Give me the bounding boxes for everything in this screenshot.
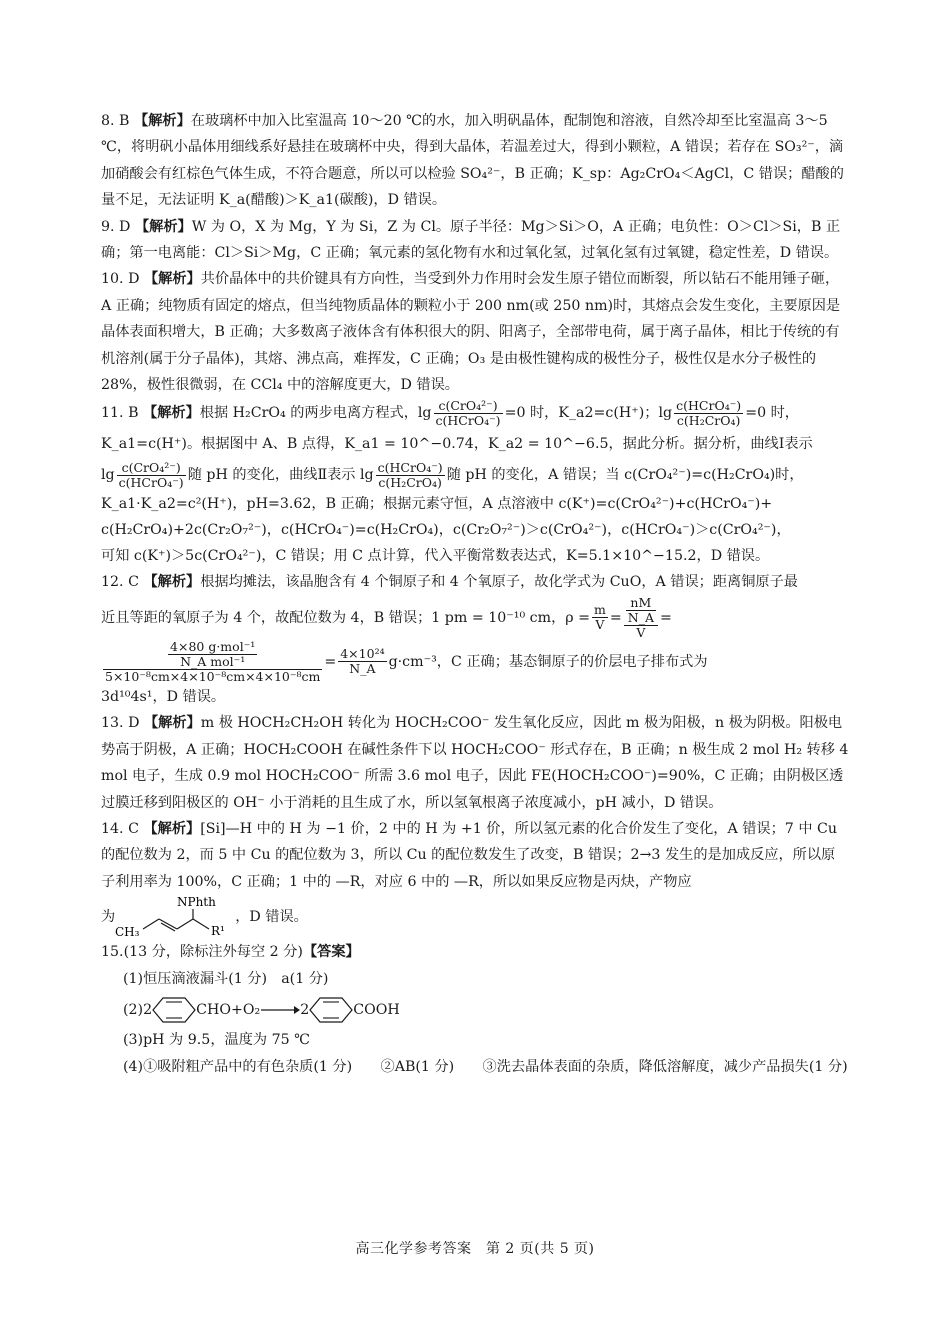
- numerator: 4×10²⁴: [340, 646, 385, 662]
- bond: [177, 919, 193, 929]
- question-number: 11. B: [101, 405, 139, 422]
- q12-text: =: [659, 609, 672, 626]
- denominator: c(H₂CrO₄): [378, 474, 442, 490]
- denominator: 5×10⁻⁸cm×4×10⁻⁸cm×4×10⁻⁸cm: [105, 668, 321, 684]
- q12-line-2: [101, 596, 849, 640]
- fraction: [338, 647, 386, 676]
- q15-score-note: 15.(13 分，除标注外每空 2 分): [101, 944, 303, 961]
- q11-text: 随 pH 的变化，A 错误；当 c(CrO₄²⁻)=c(H₂CrO₄)时，: [446, 467, 804, 484]
- q12-text: g·cm⁻³，C 正确；基态铜原子的价层电子排布式为: [388, 653, 708, 670]
- analysis-text: 在玻璃杯中加入比室温高 10～20 ℃的水，加入明矾晶体，配制饱和溶液，自然冷却至比室温高 3～5 ℃，将明矾小晶体用细线系好悬挂在玻璃杯中央，得到大晶体，若温差过大，得到小颗粒，A 错误；若存在 SO₃²⁻，滴加硝酸会有红棕色气体生成，不符合题意，所以可以检验 SO₄²⁻，B 正确；K_sp：Ag₂CrO₄＜AgCl，C 错误；醋酸的量不足，无法证明 K_a(醋酸)＞K_a1(碳酸)，D 错误。: [101, 113, 844, 209]
- propenyl-structure-diagram: [115, 895, 235, 939]
- answer-q9: [101, 214, 849, 267]
- q15-answer-2: [101, 993, 849, 1027]
- numerator: nM: [626, 596, 656, 611]
- denominator: V: [636, 624, 646, 640]
- bond: [193, 919, 209, 929]
- page-footer: 高三化学参考答案 第 2 页(共 5 页): [355, 1241, 595, 1257]
- denominator: V: [595, 617, 605, 633]
- q11-line-4: K_a1·K_a2=c²(H⁺)，pH=3.62，B 正确；根据元素守恒，A 点溶液中 c(K⁺)=c(CrO₄²⁻)+c(HCrO₄⁻)+: [101, 496, 773, 513]
- fraction: [376, 461, 445, 490]
- numerator: [624, 596, 658, 626]
- numerator: m: [594, 602, 606, 618]
- numerator: c(CrO₄²⁻): [434, 399, 503, 414]
- q15-answer-1: (1)恒压滴液漏斗(1 分) a(1 分): [123, 971, 329, 988]
- benzene-ring-icon: [152, 995, 196, 1025]
- question-number: 8. B: [101, 113, 130, 129]
- fraction: [674, 399, 743, 428]
- q12-text: 近且等距的氧原子为 4 个，故配位数为 4，B 错误；1 pm = 10⁻¹⁰ cm，ρ =: [101, 609, 590, 626]
- answer-q13: [101, 710, 849, 816]
- q11-text: 根据 H₂CrO₄ 的两步电离方程式，lg: [199, 405, 432, 422]
- q15-answer-3: (3)pH 为 9.5，温度为 75 ℃: [123, 1032, 311, 1049]
- q11-line-1: [101, 398, 849, 429]
- q11-line-5: c(H₂CrO₄)+2c(Cr₂O₇²⁻)，c(HCrO₄⁻)=c(H₂CrO₄)，c(Cr₂O₇²⁻)＞c(CrO₄²⁻)，c(HCrO₄⁻)＞c(CrO₄²⁻)，: [101, 522, 791, 539]
- q15-text: COOH: [353, 1002, 400, 1019]
- analysis-tag: 【解析】: [143, 820, 201, 837]
- q12-text: =: [609, 609, 622, 626]
- numerator: 4×80 g·mol⁻¹: [170, 638, 256, 654]
- numerator: [103, 640, 322, 670]
- q12-text: =: [324, 653, 337, 670]
- analysis-text: 共价晶体中的共价键具有方向性，当受到外力作用时会发生原子错位而断裂，所以钻石不能用锤子砸，A 正确；纯物质有固定的熔点，但当纯物质晶体的颗粒小于 200 nm(或 250 nm)时，其熔点会发生变化，主要原因是晶体表面积增大，B 正确；大多数离子液体含有体积很大的阴、阳离子，全部带电荷，属于离子晶体，相比于传统的有机溶剂(属于分子晶体)，其熔、沸点高，难挥发，C 正确；O₃ 是由极性键构成的极性分子，极性仅是水分子极性的 28%，极性很微弱，在 CCl₄ 中的溶解度更大，D 错误。: [101, 271, 841, 394]
- analysis-tag: 【解析】: [143, 715, 201, 732]
- nphth-label: NPhth: [177, 895, 217, 910]
- q12-line-4: 3d¹⁰4s¹，D 错误。: [101, 688, 226, 705]
- denominator: N_A: [627, 609, 654, 625]
- answer-q12: [101, 569, 849, 710]
- question-number: 12. C: [101, 574, 139, 591]
- analysis-text: m 极 HOCH₂CH₂OH 转化为 HOCH₂COO⁻ 发生氧化反应，因此 m 极为阳极，n 极为阴极。阳极电势高于阴极，A 正确；HOCH₂COOH 在碱性条件下以 HOCH₂COO⁻ 形式存在，B 正确；n 极生成 2 mol H₂ 转移 4 mol 电子，生成 0.9 mol HOCH₂COO⁻ 所需 3.6 mol 电子，因此 FE(HOCH₂COO⁻)=90%，C 正确；由阴极区透过膜迁移到阳极区的 OH⁻ 小于消耗的且生成了水，所以氢氧根离子浓度减小，pH 减小，D 错误。: [101, 715, 849, 811]
- q11-line-3: [101, 460, 849, 491]
- q12-line-1: [101, 569, 849, 595]
- analysis-tag: 【解析】: [143, 405, 200, 422]
- answer-q15: [101, 939, 849, 1081]
- q11-text: 随 pH 的变化，曲线Ⅱ表示 lg: [187, 467, 374, 484]
- answer-q8: [101, 108, 849, 214]
- q15-text: CHO+O₂: [196, 1002, 261, 1019]
- q15-answer-4: (4)①吸附粗产品中的有色杂质(1 分) ②AB(1 分) ③洗去晶体表面的杂质，降低溶解度，减少产品损失(1 分): [123, 1059, 848, 1076]
- answer-q14: [101, 816, 849, 939]
- fraction: [103, 640, 322, 684]
- analysis-tag: 【解析】: [143, 271, 201, 288]
- fraction: [117, 461, 186, 490]
- ch3-label: CH₃: [115, 925, 140, 940]
- numerator: c(HCrO₄⁻): [676, 397, 742, 413]
- q15-text: 2: [300, 1002, 310, 1019]
- answer-tag: 【答案】: [302, 944, 360, 961]
- q11-line-2: K_a1=c(H⁺)。根据图中 A、B 点得，K_a1 = 10^−0.74，K_a2 = 10^−6.5，据此分析。据分析，曲线Ⅰ表示: [101, 436, 813, 453]
- q11-text: =0 时，K_a2=c(H⁺)；lg: [504, 405, 673, 422]
- q12-text: 根据均摊法，该晶胞含有 4 个铜原子和 4 个氧原子，故化学式为 CuO，A 错误；距离铜原子最: [200, 574, 798, 591]
- question-number: 9. D: [101, 218, 131, 235]
- denominator: c(H₂CrO₄): [676, 412, 741, 428]
- analysis-tag: 【解析】: [134, 218, 192, 235]
- bond: [143, 919, 159, 929]
- denominator: N_A mol⁻¹: [180, 653, 246, 669]
- fraction: [624, 596, 658, 640]
- q11-line-6: 可知 c(K⁺)＞5c(CrO₄²⁻)，C 错误；用 C 点计算，代入平衡常数表达式，K=5.1×10^−15.2，D 错误。: [101, 548, 770, 565]
- answer-q10: [101, 266, 849, 398]
- numerator: c(CrO₄²⁻): [117, 461, 186, 476]
- analysis-tag: 【解析】: [134, 113, 191, 129]
- q14-text: ，D 错误。: [235, 909, 308, 926]
- analysis-text: W 为 O，X 为 Mg，Y 为 Si，Z 为 Cl。原子半径：Mg＞Si＞O，A 正确；电负性：O＞Cl＞Si，B 正确；第一电离能：Cl＞Si＞Mg，C 正确；氧元素的氢化物有水和过氧化氢，过氧化氢有过氧键，稳定性差，D 错误。: [101, 218, 841, 262]
- fraction: [592, 603, 608, 632]
- q11-text: =0 时，: [745, 405, 799, 422]
- denominator: c(HCrO₄⁻): [118, 474, 184, 490]
- fraction: [434, 399, 503, 428]
- q14-text: 为: [101, 909, 116, 926]
- question-number: 10. D: [101, 271, 140, 288]
- question-number: 14. C: [101, 820, 139, 837]
- benzene-ring-icon: [309, 995, 353, 1025]
- reaction-arrow-icon: [260, 1004, 300, 1016]
- denominator: c(HCrO₄⁻): [435, 412, 501, 428]
- denominator: N_A: [349, 661, 376, 677]
- numerator: c(HCrO₄⁻): [377, 459, 443, 475]
- q15-text: (2)2: [123, 1002, 153, 1019]
- answer-q11: [101, 398, 849, 569]
- q11-text: lg: [101, 467, 115, 484]
- q12-line-3: [101, 640, 849, 684]
- question-number: 13. D: [101, 715, 140, 732]
- answer-content: [101, 108, 849, 1081]
- q15-heading: [101, 939, 849, 966]
- r1-label: R¹: [211, 924, 226, 939]
- analysis-text: [Si]—H 中的 H 为 −1 价，2 中的 H 为 +1 价，所以氢元素的化合价发生了变化，A 错误；7 中 Cu 的配位数为 2，而 5 中 Cu 的配位数为 3，所以 Cu 的配位数发生了改变，B 错误；2→3 发生的是加成反应，所以原子利用率为 100%，C 正确；1 中的 —R，对应 6 中的 —R，所以如果反应物是丙炔，产物应: [101, 820, 838, 890]
- analysis-tag: 【解析】: [143, 574, 201, 591]
